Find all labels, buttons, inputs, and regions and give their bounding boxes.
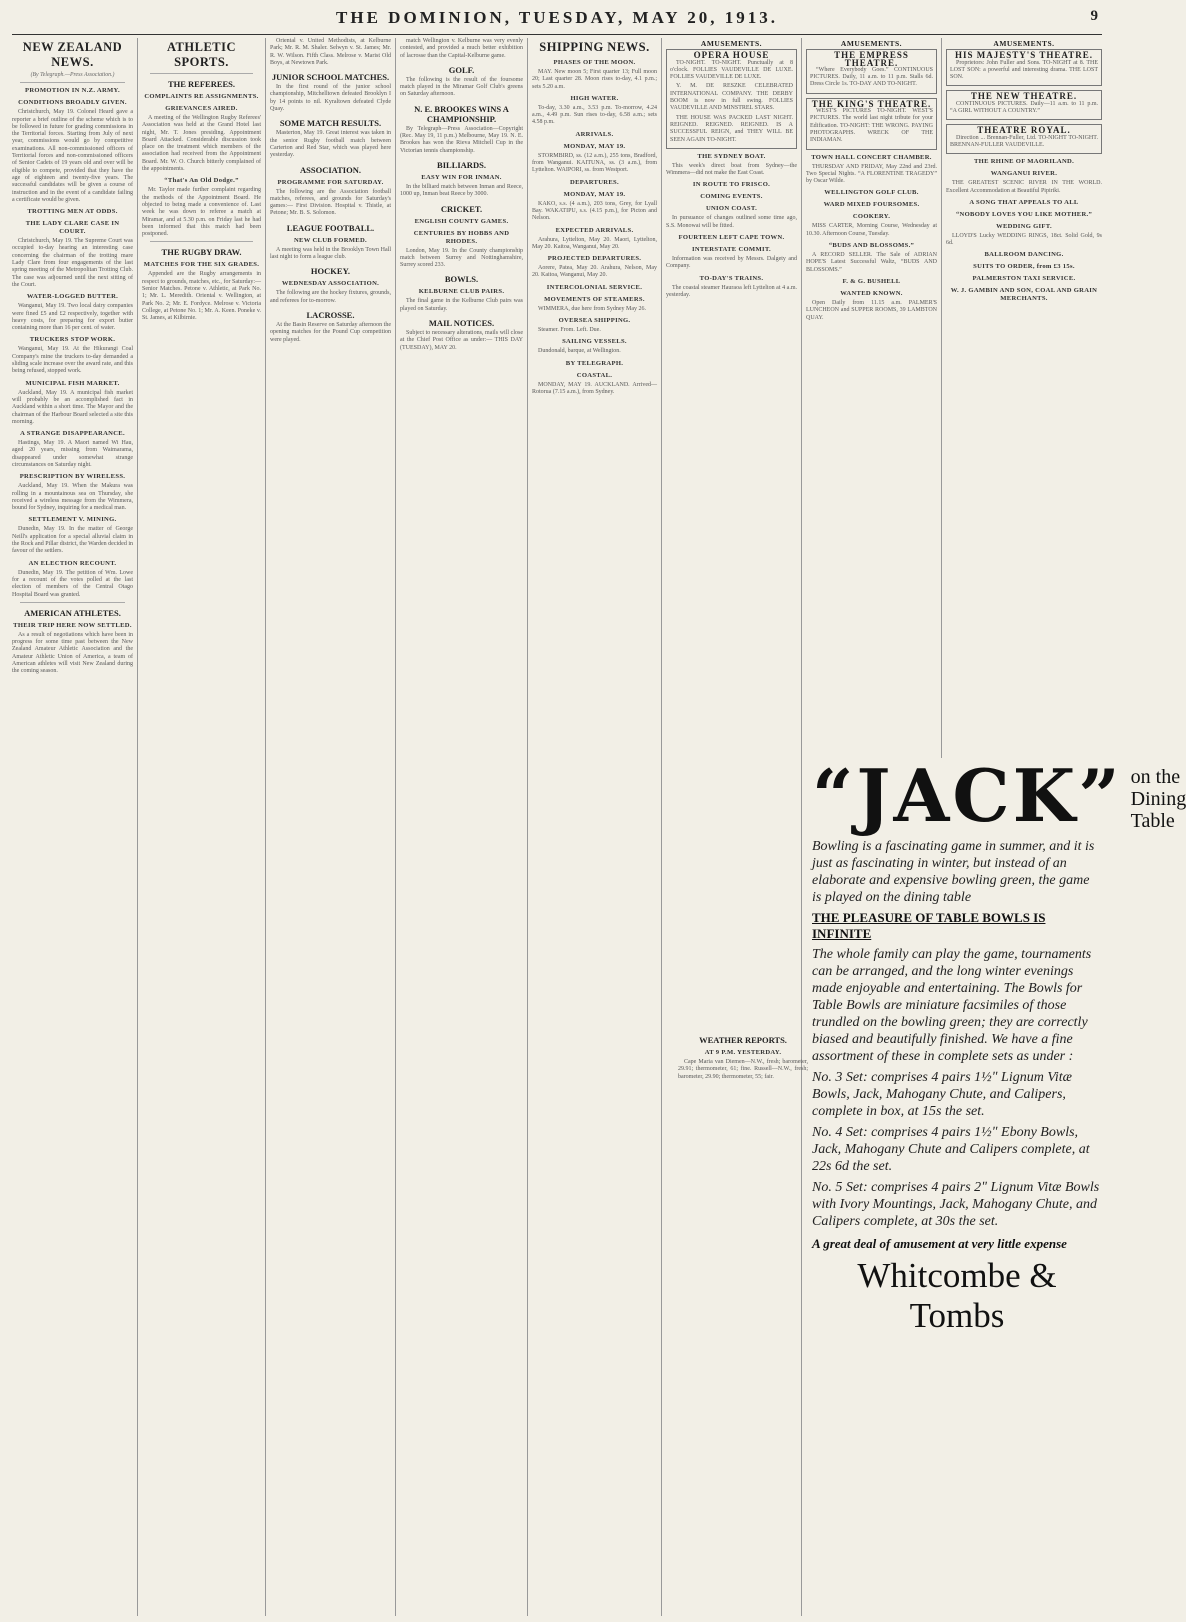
section-heading: SHIPPING NEWS. — [539, 40, 650, 54]
article-text: THURSDAY AND FRIDAY, May 22nd and 23rd. Two Special Nights. “A FLORENTINE TRAGEDY” by Oscar Wilde. — [806, 163, 937, 185]
ad-set-5: No. 5 Set: comprises 4 pairs 2ʺ Lignum Vitæ Bowls with Ivory Mountings, Jack, Mahogany Chute, and Calipers complete, at 30s the set. — [812, 1180, 1100, 1229]
article-text: The final game in the Kelburne Club pairs was played on Saturday. — [400, 298, 523, 312]
article-heading: SETTLEMENT V. MINING. — [28, 516, 117, 524]
article-text: match Wellington v. Kelburne was very evenly contested, and provided a much better exhibition of lacrosse than the Capital-Kelburne game. — [400, 38, 523, 59]
article-heading: LEAGUE FOOTBALL. — [286, 222, 375, 233]
article-text: STORMBIRD, ss. (12 a.m.), 255 tons, Bradford, from Wanganui. KAITUNA, ss. (3 a.m.), from Lyttelton. WAIPORI, ss. from Westport. — [532, 152, 657, 174]
venue-name: THE KING'S THEATRE. — [811, 98, 932, 109]
article-text: LLOYD'S Lucky WEDDING RINGS, 18ct. Solid Gold, 9s 6d. — [946, 232, 1102, 247]
article-text: Appended are the Rugby arrangements in respect to grounds, matches, etc., for Saturday:— Senior Matches. Petone v. Athletic, at Park No. 1; Mr. L. Meredith. Oriental v. Wellington, at Park No. 2; Mr. E. Fordyce. Melrose v. Victoria College, at Petone No. 1; Mr. A. Keen. Poneke v. St. James, at Kilbirnie. — [142, 271, 261, 322]
divider — [150, 73, 253, 74]
article-text: Wanganui, May 19. Two local dairy companies were fined £5 and £2 respectively, together with heavy costs, for preparing for export butter containing more than 16 per cent. of water. — [12, 303, 133, 332]
section-heading: AMUSEMENTS. — [993, 39, 1055, 48]
article-heading: INTERSTATE COMMIT. — [691, 246, 772, 254]
article-heading: MUNICIPAL FISH MARKET. — [25, 379, 120, 387]
article-heading: TO-DAY'S TRAINS. — [699, 274, 764, 282]
article-subheading: WANGANUI RIVER. — [990, 170, 1058, 178]
article-heading: “BUDS AND BLOSSOMS.” — [828, 242, 915, 250]
article-heading: MAIL NOTICES. — [428, 318, 495, 329]
article-heading: PHASES OF THE MOON. — [553, 59, 636, 66]
article-heading: WELLINGTON GOLF CLUB. — [824, 189, 919, 197]
ad-text: CONTINUOUS PICTURES. Daily—11 a.m. to 11 p.m. “A GIRL WITHOUT A COUNTRY.” — [950, 100, 1098, 115]
article-heading: WEDDING GIFT. — [996, 222, 1052, 230]
column-sports-continued — [270, 38, 396, 1616]
article-subheading: CONDITIONS BROADLY GIVEN. — [18, 99, 127, 107]
article-heading: BILLIARDS. — [437, 159, 486, 170]
article-text: By Telegraph—Press Association—Copyright (Rec. May 19, 11 p.m.) Melbourne, May 19. N. E. Brookes has won the Rieva Mitchell Cup in the Victorian tennis championship. — [400, 125, 523, 154]
article-heading: BALLROOM DANCING. — [984, 251, 1064, 259]
ad-text: “Where Everybody Goes.” CONTINUOUS PICTURES. Daily, 11 a.m. to 11 p.m. Stalls 6d. Dress Circle 1s. TO-DAY AND TO-NIGHT. — [810, 66, 933, 88]
article-text: In pursuance of changes outlined some time ago, S.S. Monowai will be fitted. — [666, 215, 797, 229]
column-golf-cricket-mail — [400, 38, 528, 1616]
article-subheading: EASY WIN FOR INMAN. — [421, 173, 502, 181]
column-amusements-3 — [946, 38, 1102, 758]
article-heading: HIGH WATER. — [570, 94, 619, 102]
article-heading: THE RUGBY DRAW. — [161, 247, 242, 258]
section-heading: ATHLETIC SPORTS. — [166, 40, 237, 69]
article-heading: CRICKET. — [440, 203, 483, 214]
venue-name: THE EMPRESS THEATRE. — [834, 50, 909, 68]
article-heading: N. E. BROOKES WINS A CHAMPIONSHIP. — [414, 103, 509, 124]
column-amusements-2 — [806, 38, 942, 758]
article-subheading: KELBURNE CLUB PAIRS. — [418, 288, 505, 296]
article-text: Auckland, May 19. When the Makura was rolling in a mountainous sea on Thursday, she received a wireless message from the Wimmera, bound for Sydney, inquiring for a medical man. — [12, 483, 133, 512]
article-text: In the billiard match between Inman and Reece, 1000 up, Inman beat Reece by 3000. — [400, 183, 523, 198]
article-text: Dundonald, barque, at Wellington. — [538, 348, 621, 355]
article-heading: F. & G. BUSHELL — [842, 277, 901, 285]
article-heading: JUNIOR SCHOOL MATCHES. — [271, 72, 390, 83]
article-heading: SUITS TO ORDER, from £3 15s. — [973, 263, 1075, 271]
article-heading: GOLF. — [448, 64, 475, 75]
article-text: Steamer. From. Left. Due. — [538, 327, 601, 334]
article-heading: TROTTING MEN AT ODDS. — [27, 208, 118, 216]
article-heading: TRUCKERS STOP WORK. — [29, 336, 116, 344]
ad-text: THE HOUSE WAS PACKED LAST NIGHT. REIGNED. REIGNED. REIGNED. IS A SUCCESSFUL REIGN, and THEY WILL BE SEEN AGAIN TO-NIGHT. — [670, 114, 793, 143]
ad-intro: Bowling is a fascinating game in summer, and it is just as fascinating in winter, but instead of an elaborate and expensive bowling green, the game is played on the dining table — [812, 839, 1095, 905]
venue-name: HIS MAJESTY'S THEATRE. — [955, 50, 1093, 61]
column-nz-news — [12, 38, 138, 1616]
page-number: 9 — [1090, 8, 1098, 24]
divider — [150, 241, 253, 242]
article-heading: FOURTEEN LEFT CAPE TOWN. — [678, 234, 785, 242]
ad-set-4: No. 4 Set: comprises 4 pairs 1½ʺ Ebony Bowls, Jack, Mahogany Chute and Calipers complete, at 22s 6d the set. — [812, 1125, 1090, 1174]
article-subheading: MOVEMENTS OF STEAMERS. — [544, 295, 645, 303]
article-text: MONDAY, MAY 19. AUCKLAND. Arrived—Rotorua (7.15 a.m.), from Sydney. — [532, 381, 657, 395]
article-subheading: “That's An Old Dodge.” — [164, 177, 239, 185]
article-text: The coastal steamer Hauraoa left Lyttelton at 4 a.m. yesterday. — [666, 284, 797, 298]
article-subheading: MATCHES FOR THE SIX GRADES. — [143, 261, 260, 269]
article-text: WIMMERA, due here from Sydney May 26. — [538, 305, 646, 312]
ad-text: Y. M. DE RESZKE CELEBRATED INTERNATIONAL COMPANY. THE DERBY BOOM is now in full swing. FOLLIES VAUDEVILLE AND MINSTREL STARS. — [670, 83, 793, 112]
article-text: Arahura, Lyttelton, May 20. Maori, Lyttelton, May 20. Kaitoa, Wanganui, May 20. — [532, 236, 657, 250]
article-heading: THE RHINE OF MAORILAND. — [973, 158, 1075, 166]
article-text: This week's direct boat from Sydney—the Wimmera—did not make the East Coast. — [666, 162, 797, 177]
column-athletic-sports — [142, 38, 266, 1616]
article-subheading: CENTURIES BY HOBBS AND RHODES. — [413, 229, 510, 245]
article-text: At the Basin Reserve on Saturday afternoon the opening matches for the Pound Cup competition were played. — [270, 321, 391, 343]
weather-reports — [678, 1030, 808, 1600]
article-text: KAKO, s.s. (4 a.m.), 203 tons, Grey, for Lyall Bay. WAKATIPU, s.s. (4.15 p.m.), for Picton and Nelson. — [532, 200, 657, 222]
opera-house-ad — [666, 49, 797, 149]
article-heading: SAILING VESSELS. — [562, 338, 627, 346]
ad-header — [812, 753, 1186, 838]
article-subheading: THE LADY CLARE CASE IN COURT. — [25, 220, 120, 236]
article-text: Masterton, May 19. Great interest was taken in the senior Rugby football match between Carterton and Red Star, which was played here yesterday. — [270, 130, 391, 159]
article-heading: COOKERY. — [852, 213, 891, 221]
byline: (By Telegraph.—Press Association.) — [30, 72, 115, 78]
article-subheading: ENGLISH COUNTY GAMES. — [414, 217, 509, 225]
article-text: Christchurch, May 19. The Supreme Court was occupied to-day hearing an interesting case concerning the chairman of the trotting mare Lady Clare from four engagements of the last spring meeting of the Metropolitan Trotting Club. The case was adjourned until the next sitting of the Court. — [12, 238, 133, 288]
his-majestys-theatre-ad — [946, 49, 1102, 86]
article-text: MAY. New moon 5; First quarter 13; Full moon 20; Last quarter 28. Moon rises to-day, 4.1 p.m.; sets 5.20 a.m. — [532, 69, 657, 90]
article-heading: HOCKEY. — [310, 266, 351, 277]
ad-text: Direction ... Brennan-Fuller, Ltd. TO-NIGHT TO-NIGHT. BRENNAN-FULLER VAUDEVILLE. — [950, 134, 1098, 148]
article-text: Oriental v. United Methodists, at Kelburne Park; Mr. R. M. Shaler. Selwyn v. St. James; Mr. R. W. Wilson. Fifth Class. Melrose v. Marist Old Boys, at Newtown Park. — [270, 38, 391, 66]
new-theatre-ad — [946, 90, 1102, 120]
article-heading: DEPARTURES. — [570, 178, 619, 186]
article-heading: SOME MATCH RESULTS. — [279, 118, 382, 129]
ad-text: Proprietors: John Fuller and Sons. TO-NIGHT at 8. THE LOST SON: a powerful and interesting drama. THE LOST SON. — [950, 59, 1098, 81]
theatre-royal-ad — [946, 124, 1102, 154]
masthead — [12, 4, 1102, 35]
article-heading: TOWN HALL CONCERT CHAMBER. — [811, 153, 932, 161]
section-heading: AMUSEMENTS. — [700, 39, 763, 48]
venue-name: THE NEW THEATRE. — [970, 91, 1078, 102]
venue-name: THEATRE ROYAL. — [977, 125, 1071, 136]
article-heading: W. J. GAMBIN AND SON, COAL AND GRAIN MERCHANTS. — [950, 287, 1098, 303]
article-heading: IN ROUTE TO FRISCO. — [692, 181, 771, 189]
article-text: Dunedin, May 19. In the matter of George Neill's application for a special alluvial claim in the Rock and Pillar district, the Warden decided in favour of the settlers. — [12, 526, 133, 555]
ad-tagline: on the Dining Table — [1130, 766, 1186, 832]
venue-name: OPERA HOUSE — [693, 50, 770, 61]
article-text: MISS CARTER, Morning Course, Wednesday at 10.30. Afternoon Course, Tuesday. — [806, 223, 937, 237]
article-text: Open Daily from 11.15 a.m. PALMER'S LUNCHEON and SUPPER ROOMS, 39 LAMBTON QUAY. — [806, 299, 937, 321]
article-text: To-day, 3.30 a.m., 3.53 p.m. To-morrow, 4.24 a.m., 4.49 p.m. Sun rises to-day, 6.58 a.m.; sets 4.58 p.m. — [532, 104, 657, 126]
ad-body: The whole family can play the game, tournaments can be arranged, and the long winter evenings made enjoyable and entertaining. The Bowls for Table Bowls are miniature facsimiles of those trundled on the bowling green; they are correctly biased and beautifully finished. We have a fine assortment of these in complete sets as under : — [812, 947, 1092, 1064]
ad-brand: Whitcombe & Tombs — [857, 1256, 1057, 1335]
article-heading: THE SYDNEY BOAT. — [697, 152, 766, 160]
article-subheading: MONDAY, MAY 19. — [563, 142, 626, 150]
article-text: A meeting was held in the Brooklyn Town Hall last night to form a league club. — [270, 246, 391, 261]
article-text: As a result of negotiations which have been in progress for some time past between the New Zealand Amateur Athletic Association and the Amateur Athletic Union of America, a team of American athletes will visit New Zealand during the coming season. — [12, 631, 133, 675]
article-heading: WANTED KNOWN. — [840, 289, 903, 297]
article-subheading: WARD MIXED FOURSOMES. — [823, 201, 920, 209]
article-heading: BOWLS. — [444, 274, 479, 285]
article-subheading: COASTAL. — [576, 371, 613, 379]
article-text: The following are the hockey fixtures, grounds, and referees for to-morrow. — [270, 290, 391, 304]
article-subheading: AT 9 P.M. YESTERDAY. — [704, 1049, 782, 1056]
article-text: A RECORD SELLER. The Sale of ADRIAN HOPE'S Latest Successful Waltz, “BUDS AND BLOSSOMS.” — [806, 252, 937, 273]
article-subheading: NEW CLUB FORMED. — [293, 236, 367, 244]
article-text: London, May 19. In the County championship match between Surrey and Nottinghamshire, Surrey scored 233. — [400, 247, 523, 269]
article-heading: EXPECTED ARRIVALS. — [555, 226, 634, 234]
article-subheading: GRIEVANCES AIRED. — [165, 105, 238, 112]
article-text: A meeting of the Wellington Rugby Referees' Association was held at the Grand Hotel last night, Mr. T. Jones presiding. Appointment Board Attacked. Considerable discussion took place on the treatment which members of the association had received from the Appointment Board. Mr. W. O. Church bitterly complained of the appointments. — [142, 115, 261, 173]
article-text: THE GREATEST SCENIC RIVER IN THE WORLD. Excellent Accommodation at Beautiful Pipiriki. — [946, 180, 1102, 194]
article-text: Dunedin, May 19. The petition of Wm. Lowe for a recount of the votes polled at the last election of members of the Central Otago Hospital Board was granted. — [12, 569, 133, 598]
article-subheading: COMPLAINTS RE ASSIGNMENTS. — [144, 93, 259, 100]
article-subheading: MONDAY, MAY 19. — [563, 190, 626, 198]
ad-headline: “JACK” — [812, 753, 1123, 838]
section-heading: NEW ZEALAND NEWS. — [22, 40, 123, 69]
article-heading: LACROSSE. — [306, 309, 355, 320]
divider — [20, 82, 125, 83]
article-text: Auckland, May 19. A municipal fish market will probably be an accomplished fact in Auckland within a short time. The Mayor and the chairman of the Harbour Board selected a site this morning. — [12, 389, 133, 425]
article-text: In the first round of the junior school championship, Mitchelltown defeated Brooklyn I by 14 points to nil. Kyraltown defeated Clyde Quay. — [270, 84, 391, 113]
article-subheading: “NOBODY LOVES YOU LIKE MOTHER.” — [955, 210, 1093, 218]
article-text: Hastings, May 19. A Maori named Wi Hau, aged 20 years, missing from Waimarama, disappeared under somewhat strange circumstances on Saturday night. — [12, 440, 133, 468]
columns — [12, 38, 1186, 1616]
article-text: Wanganui, May 19. At the Hikurangi Coal Company's mine the truckers to-day demanded a sliding scale increase over the award rate, and this being refused, stopped work. — [12, 346, 133, 375]
article-heading: PROMOTION IN N.Z. ARMY. — [25, 87, 120, 95]
divider — [20, 602, 125, 603]
article-heading: ASSOCIATION. — [299, 164, 361, 175]
article-heading: WATER-LOGGED BUTTER. — [26, 293, 119, 301]
ad-footer: A great deal of amusement at very little expense — [812, 1236, 1067, 1251]
article-subheading: THEIR TRIP HERE NOW SETTLED. — [13, 621, 132, 629]
ad-text: WEST'S PICTURES TO-NIGHT. WEST'S PICTURES. The world last night tribute for your Edification. TO-NIGHT: THE WRONG. PAYING PHOTOGRAPHS. WRECK OF THE INDIAMAN. — [810, 108, 933, 144]
article-text: Aorere, Patea, May 20. Arahura, Nelson, May 20. Kaitoa, Wanganui, May 20. — [532, 265, 657, 279]
ad-text: TO-NIGHT. TO-NIGHT. Punctually at 8 o'clock. FOLLIES VAUDEVILLE DE LUXE. FOLLIES VAUDEVILLE DE LUXE. — [670, 59, 793, 81]
article-subheading: WEDNESDAY ASSOCIATION. — [281, 280, 380, 288]
article-heading: BY TELEGRAPH. — [565, 359, 624, 367]
article-heading: INTERCOLONIAL SERVICE. — [546, 283, 643, 291]
article-heading: A SONG THAT APPEALS TO ALL — [969, 198, 1079, 206]
article-heading: PROJECTED DEPARTURES. — [547, 255, 642, 263]
article-text: The following is the result of the foursome match played in the Miramar Golf Club's greens on Saturday afternoon. — [400, 76, 523, 98]
column-shipping-news — [532, 38, 662, 1616]
article-heading: AMERICAN ATHLETES. — [24, 607, 121, 618]
article-text: Information was received by Messrs. Dalgety and Company. — [666, 256, 797, 270]
article-text: Mr. Taylor made further complaint regarding the methods of the Appointment Board. He objected to being made a convenience of. Last week he was down to referee a match at Miramar, and at 5.30 p.m. on Friday last he had been informed that this match had been postponed. — [142, 187, 261, 238]
article-subheading: PROGRAMME FOR SATURDAY. — [277, 178, 384, 186]
article-heading: COMING EVENTS. — [700, 193, 763, 201]
article-text: Christchurch, May 19. Colonel Heard gave a reporter a brief outline of the scheme which is to be followed in future for grading commissions in the Territorial forces. Starting from July of next year, commissions would go by competitive examinations. All non-commissioned officers of Territorial forces and non-commissioned officers of Senior Cadets of 19 years old and over will be eligible to compete, provided that they have the age of eighteen and twenty-five years. The successful candidates will be given a course of instruction and in the event of a candidate failing a certificate would be given. — [12, 109, 133, 203]
kings-theatre-ad — [806, 98, 937, 150]
article-text: Subject to necessary alterations, mails will close at the Chief Post Office as under:— THIS DAY (TUESDAY), MAY 20. — [400, 330, 523, 351]
article-heading: ARRIVALS. — [575, 130, 614, 138]
ad-strapline: THE PLEASURE OF TABLE BOWLS IS INFINITE — [812, 910, 1046, 941]
article-text: Cape Maria van Diemen—N.W., fresh; barometer, 29.91; thermometer, 61; fine. Russell—N.W., fresh; barometer, 29.90; thermometer, 55; fair. — [678, 1059, 808, 1080]
jack-table-bowls-ad — [812, 753, 1186, 1336]
article-heading: UNION COAST. — [705, 205, 758, 213]
ad-set-3: No. 3 Set: comprises 4 pairs 1½ʺ Lignum Vitæ Bowls, Jack, Mahogany Chute, and Calipers, complete in box, at 15s the set. — [812, 1070, 1072, 1119]
article-heading: PALMERSTON TAXI SERVICE. — [972, 275, 1076, 283]
article-heading: THE REFEREES. — [167, 79, 236, 89]
article-heading: A STRANGE DISAPPEARANCE. — [20, 430, 125, 438]
section-heading: AMUSEMENTS. — [840, 39, 903, 48]
article-heading: AN ELECTION RECOUNT. — [28, 559, 117, 567]
empress-theatre-ad — [806, 49, 937, 93]
newspaper-title: THE DOMINION, TUESDAY, MAY 20, 1913. — [336, 8, 778, 27]
article-heading: WEATHER REPORTS. — [699, 1035, 787, 1045]
article-heading: PRESCRIPTION BY WIRELESS. — [19, 473, 126, 481]
article-heading: OVERSEA SHIPPING. — [558, 317, 631, 325]
article-text: The following are the Association football matches, referees, and grounds for Saturday's games:— First Division. Hospital v. Thistle, at Petone; Mr. B. S. Solomon. — [270, 188, 391, 217]
